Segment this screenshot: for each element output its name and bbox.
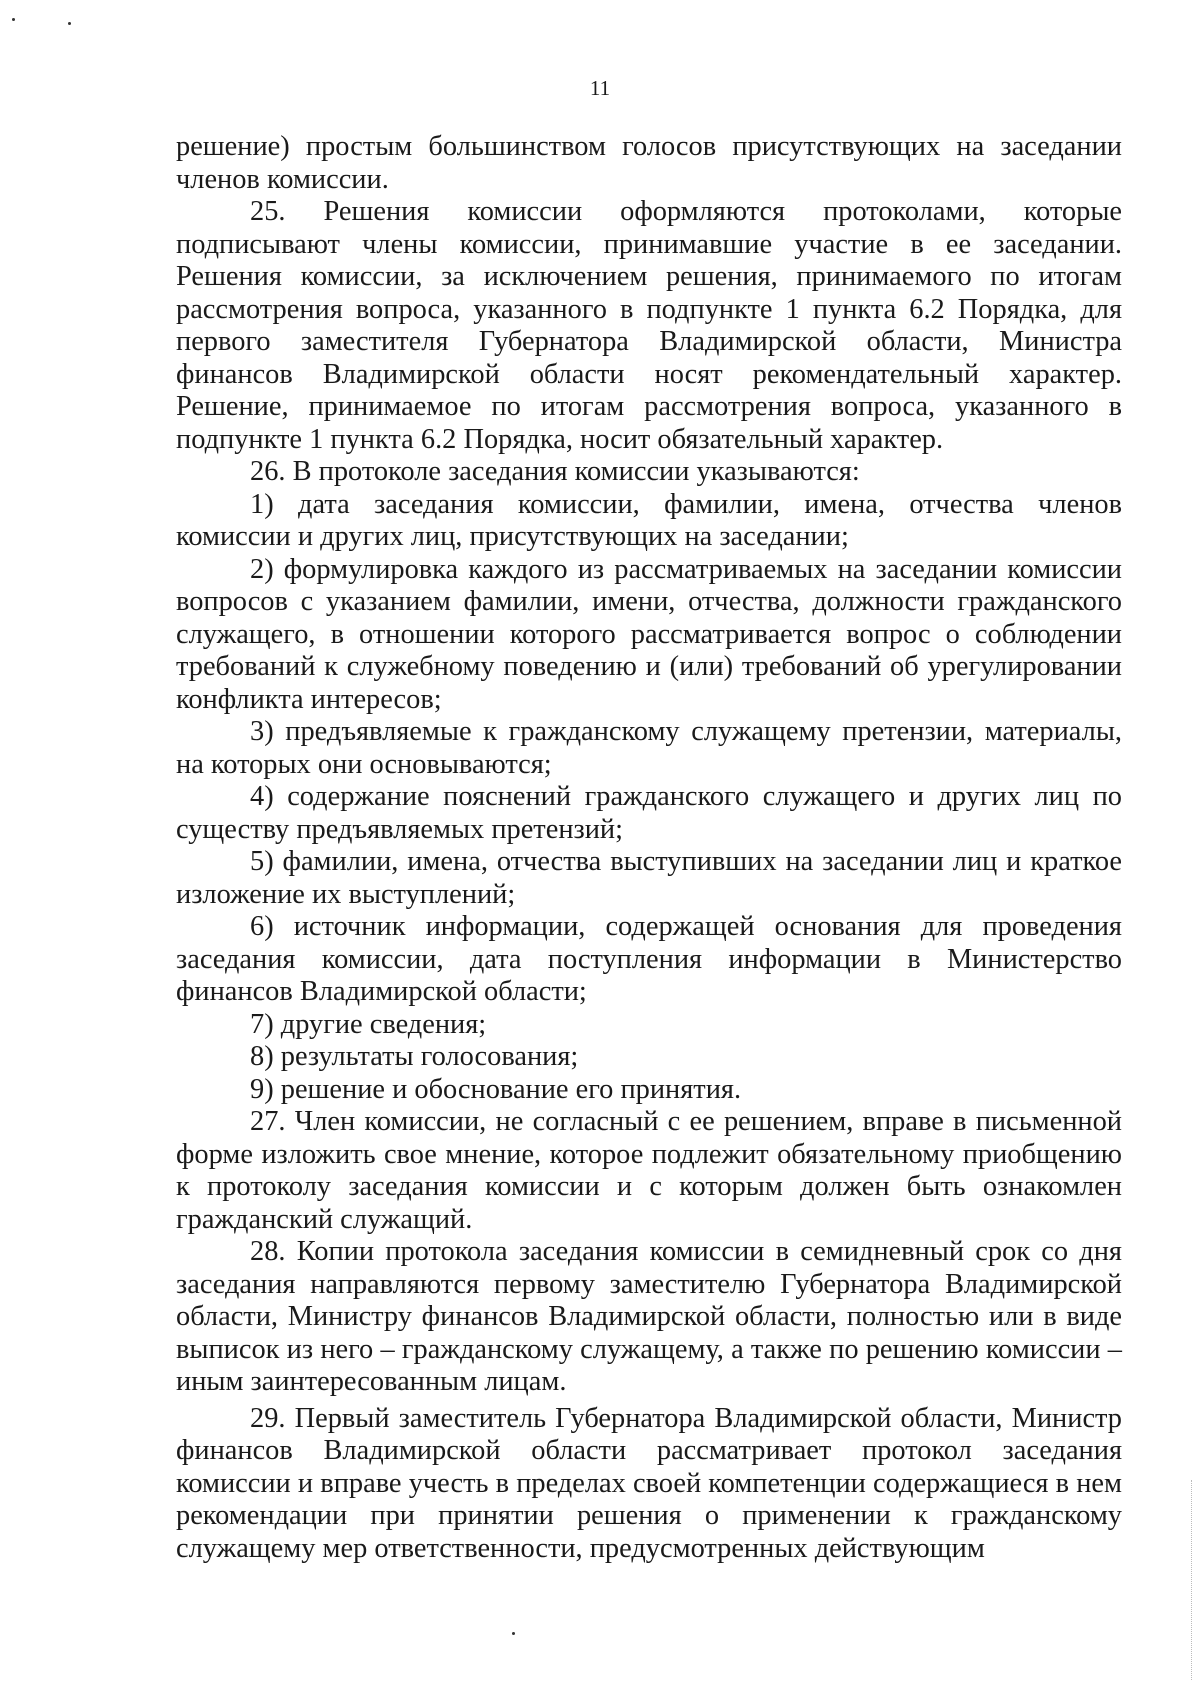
- list-item-6: 6) источник информации, содержащей основания для проведения заседания комиссии, дата поступления информации в Министерство финансов Владимирской области;: [176, 911, 1122, 1007]
- list-item-2: 2) формулировка каждого из рассматриваемых на заседании комиссии вопросов с указанием фамилии, имени, отчества, должности гражданского служащего, в отношении которого рассматривается вопрос о соблюдении требований к служебному поведению и (или) требований об урегулировании конфликта интересов;: [176, 553, 1122, 715]
- paragraph-27: 27. Член комиссии, не согласный с ее решением, вправе в письменной форме изложить свое мнение, которое подлежит обязательному приобщению к протоколу заседания комиссии и с которым должен быть ознакомлен гражданский служащий.: [176, 1106, 1122, 1235]
- list-item-3: 3) предъявляемые к гражданскому служащему претензии, материалы, на которых они основываются;: [176, 716, 1122, 780]
- scan-speck: [512, 1632, 515, 1635]
- paragraph-29: 29. Первый заместитель Губернатора Владимирской области, Министр финансов Владимирской области рассматривает протокол заседания комиссии и вправе учесть в пределах своей компетенции содержащиеся в нем рекомендации при принятии решения о применении к гражданскому служащему мер ответственности, предусмотренных действующим: [176, 1402, 1122, 1564]
- scan-edge-artifact: [1190, 1480, 1192, 1680]
- paragraph-continuation: решение) простым большинством голосов присутствующих на заседании членов комиссии.: [176, 131, 1122, 195]
- paragraph-26: 26. В протоколе заседания комиссии указываются:: [250, 456, 860, 487]
- list-item-8: 8) результаты голосования;: [250, 1041, 579, 1072]
- list-item-4: 4) содержание пояснений гражданского служащего и других лиц по существу предъявляемых претензий;: [176, 781, 1122, 845]
- scan-speck: [12, 18, 15, 21]
- paragraph-25: 25. Решения комиссии оформляются протоколами, которые подписывают члены комиссии, принимавшие участие в ее заседании. Решения комиссии, за исключением решения, принимаемого по итогам рассмотрения вопроса, указанного в подпункте 1 пункта 6.2 Порядка, для первого заместителя Губернатора Владимирской области, Министра финансов Владимирской области носят рекомендательный характер. Решение, принимаемое по итогам рассмотрения вопроса, указанного в подпункте 1 пункта 6.2 Порядка, носит обязательный характер.: [176, 196, 1122, 455]
- paragraph-28: 28. Копии протокола заседания комиссии в семидневный срок со дня заседания направляются первому заместителю Губернатора Владимирской области, Министру финансов Владимирской области, полностью или в виде выписок из него – гражданскому служащему, а также по решению комиссии – иным заинтересованным лицам.: [176, 1236, 1122, 1397]
- list-item-7: 7) другие сведения;: [250, 1008, 487, 1040]
- document-body: [176, 131, 1122, 1565]
- scan-speck: [68, 22, 71, 25]
- list-item-1: 1) дата заседания комиссии, фамилии, имена, отчества членов комиссии и других лиц, присутствующих на заседании;: [176, 488, 1122, 552]
- page-number: 11: [589, 76, 611, 100]
- list-item-5: 5) фамилии, имена, отчества выступивших на заседании лиц и краткое изложение их выступлений;: [176, 846, 1122, 910]
- list-item-9: 9) решение и обоснование его принятия.: [250, 1073, 742, 1105]
